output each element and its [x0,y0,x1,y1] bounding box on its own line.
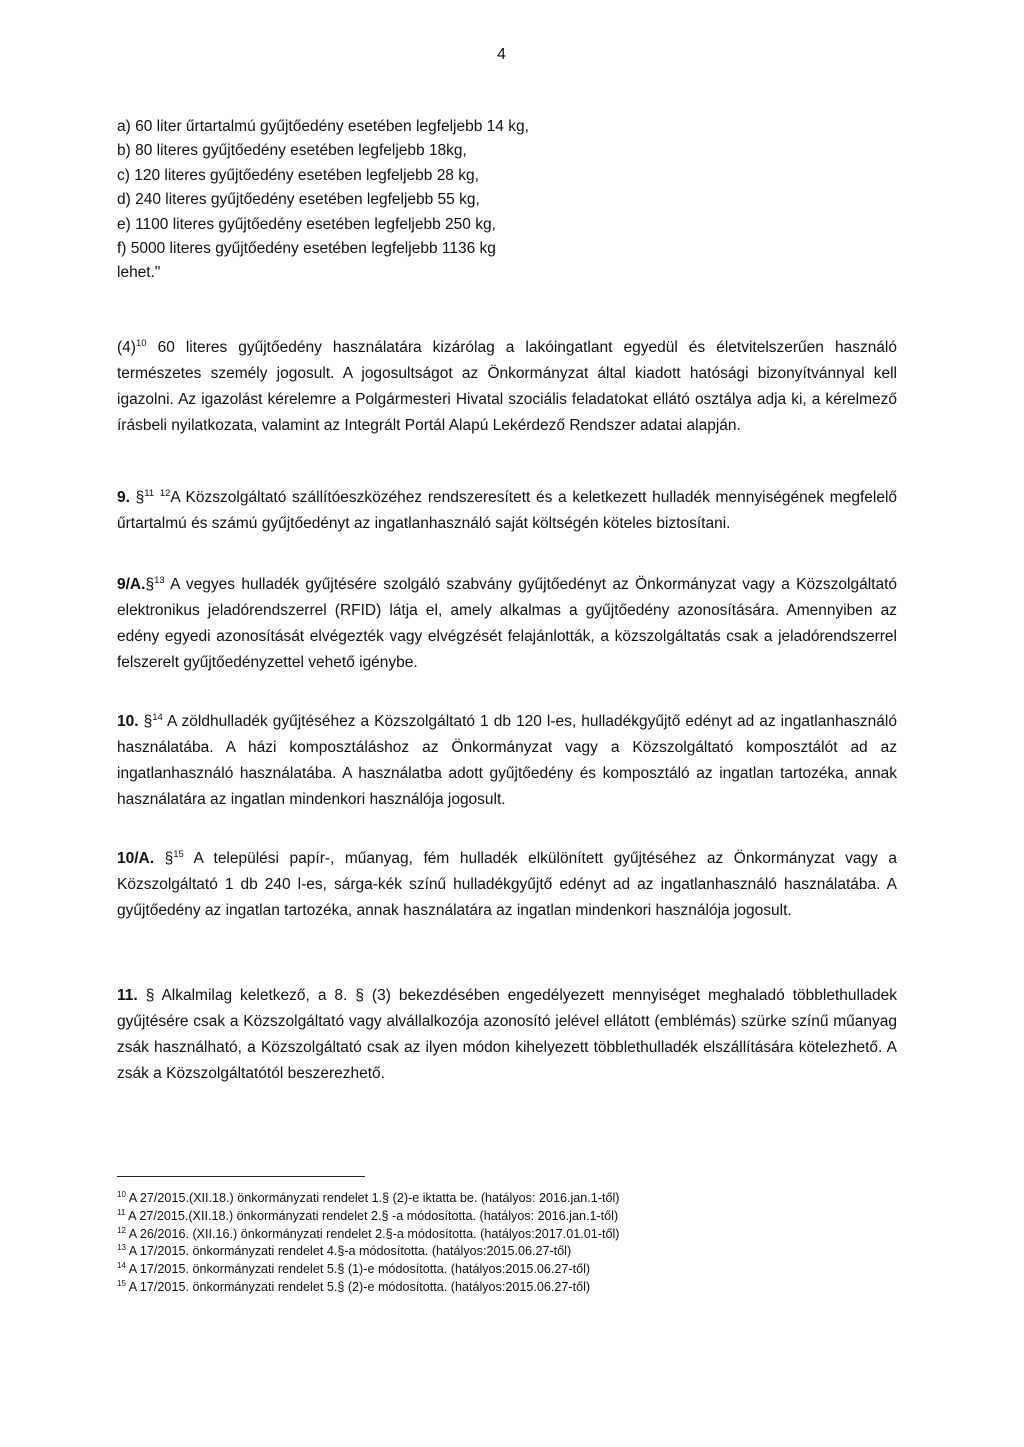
footnote-number: 10 [117,1190,126,1199]
footnote-ref: 11 [144,488,155,499]
footnote-text: A 17/2015. önkormányzati rendelet 4.§-a módosította. (hatályos:2015.06.27-től) [128,1244,572,1259]
section-sign: § [143,713,153,730]
list-item: e) 1100 literes gyűjtőedény esetében legfeljebb 250 kg, [117,215,496,233]
footnote-text: A 27/2015.(XII.18.) önkormányzati rendelet 1.§ (2)-e iktatta be. (hatályos: 2016.jan.1-től) [128,1191,620,1205]
section-text: A vegyes hulladék gyűjtésére szolgáló szabvány gyűjtőedényt az Önkormányzat vagy a Közszolgáltató elektronikus jeladórendszerrel (RFID) látja el, amely alkalmas a gyűjtőedény azonosítására. Amennyiben az edény egyedi azonosítását elvégezték vagy elvégzését felajánlották, a közszolgáltatás csak a jeladórendszerrel felszerelt gyűjtőedényzettel vehető igénybe. [117,576,897,671]
list-item: d) 240 literes gyűjtőedény esetében legfeljebb 55 kg, [117,191,480,209]
footnote-ref: 14 [152,712,163,723]
footnote [117,1226,897,1244]
list-item: a) 60 liter űrtartalmú gyűjtőedény esetében legfeljebb 14 kg, [117,118,529,135]
list-item: f) 5000 literes gyűjtőedény esetében legfeljebb 1136 kg [117,240,496,258]
footnote-ref: 10 [135,338,147,349]
section-text: A zöldhulladék gyűjtéséhez a Közszolgáltató 1 db 120 l-es, hulladékgyűjtő edényt ad az ingatlanhasználó használatába. A házi komposztáláshoz az Önkormányzat vagy a Közszolgáltató komposztálót ad az ingatlanhasználó használatába. A használatba adott gyűjtőedény és komposztáló az ingatlan tartozéka, annak használatára az ingatlan mindenkori használója jogosult. [117,713,897,808]
section-text: A Közszolgáltató szállítóeszközéhez rendszeresített és a keletkezett hulladék mennyiségének megfelelő űrtartalmú és számú gyűjtőedényt az ingatlanhasználó saját költségén köteles biztosítani. [117,489,898,532]
footnote-number: 15 [117,1278,126,1288]
section-number: 11. [117,987,138,1004]
section-11 [117,983,897,1087]
section-9a [117,572,897,676]
section-text: A települési papír-, műanyag, fém hulladék elkülönített gyűjtéséhez az Önkormányzat vagy a Közszolgáltató 1 db 240 l-es, sárga-kék színű hulladékgyűjtő edényt ad az ingatlanhasználó használatába. A gyűjtőedény az ingatlan tartozéka, annak használatára az ingatlan mindenkori használója jogosult. [117,850,897,919]
section-sign: § [164,850,174,867]
section-sign: § [135,489,145,506]
footnote-text: A 17/2015. önkormányzati rendelet 5.§ (1)-e módosította. (hatályos:2015.06.27-től) [128,1262,591,1277]
footnote-ref: 12 [159,488,171,499]
section-number: 9. [117,489,130,506]
footnote-number: 14 [117,1261,126,1271]
footnotes [117,1190,897,1297]
section-9 [117,485,897,537]
section-number: 10/A. [117,850,155,867]
footnote-number: 12 [117,1225,126,1235]
section-number: 9/A. [117,576,146,593]
footnote-ref: 15 [173,849,184,860]
paragraph-number: (4) [117,339,136,356]
section-10a [117,846,897,924]
list-item: c) 120 literes gyűjtőedény esetében legfeljebb 28 kg, [117,166,479,184]
paragraph-text: 60 literes gyűjtőedény használatára kizárólag a lakóingatlant egyedül és életvitelszerűen használó természetes személy jogosult. A jogosultságot az Önkormányzat által kiadott hatósági bizonyítvánnyal kell igazolni. Az igazolást kérelemre a Polgármesteri Hivatal szociális feladatokat ellátó osztálya adja ki, a kérelmező írásbeli nyilatkozata, valamint az Integrált Portál Alapú Lekérdező Rendszer adatai alapján. [117,339,897,434]
footnote [117,1261,897,1279]
list-item: lehet." [117,264,161,282]
section-text: Alkalmilag keletkező, a 8. § (3) bekezdésében engedélyezett mennyiséget meghaladó többlethulladek gyűjtésére csak a Közszolgáltató vagy alvállalkozója azonosító jelével ellátott (emblémás) szürke színű műanyag zsák használható, a Közszolgáltató csak az ilyen módon kihelyezett többlethulladék elszállítására kötelezhető. A zsák a Közszolgáltatótól beszerezhető. [117,987,897,1082]
page-number: 4 [497,46,506,63]
section-sign: § [145,576,155,593]
footnote-text: A 27/2015.(XII.18.) önkormányzati rendelet 2.§ -a módosította. (hatályos: 2016.jan.1-től) [128,1208,619,1223]
list-item: b) 80 literes gyűjtőedény esetében legfeljebb 18kg, [117,142,467,160]
footnote-separator [117,1176,365,1177]
footnote [117,1279,897,1297]
footnote-text: A 26/2016. (XII.16.) önkormányzati rendelet 2.§-a módosította. (hatályos:2017.01.01-től) [128,1226,620,1241]
section-sign: § [145,987,155,1004]
section-10 [117,709,897,813]
section-number: 10. [117,713,139,730]
footnote-text: A 17/2015. önkormányzati rendelet 5.§ (2)-e módosította. (hatályos:2015.06.27-től) [128,1279,591,1294]
paragraph-4 [117,335,897,439]
weight-limit-list [117,115,897,286]
footnote-number: 11 [117,1207,126,1217]
footnote [117,1243,897,1261]
footnote [117,1208,897,1226]
footnote-ref: 13 [154,575,165,586]
footnote [117,1190,897,1208]
footnote-number: 13 [117,1243,126,1253]
